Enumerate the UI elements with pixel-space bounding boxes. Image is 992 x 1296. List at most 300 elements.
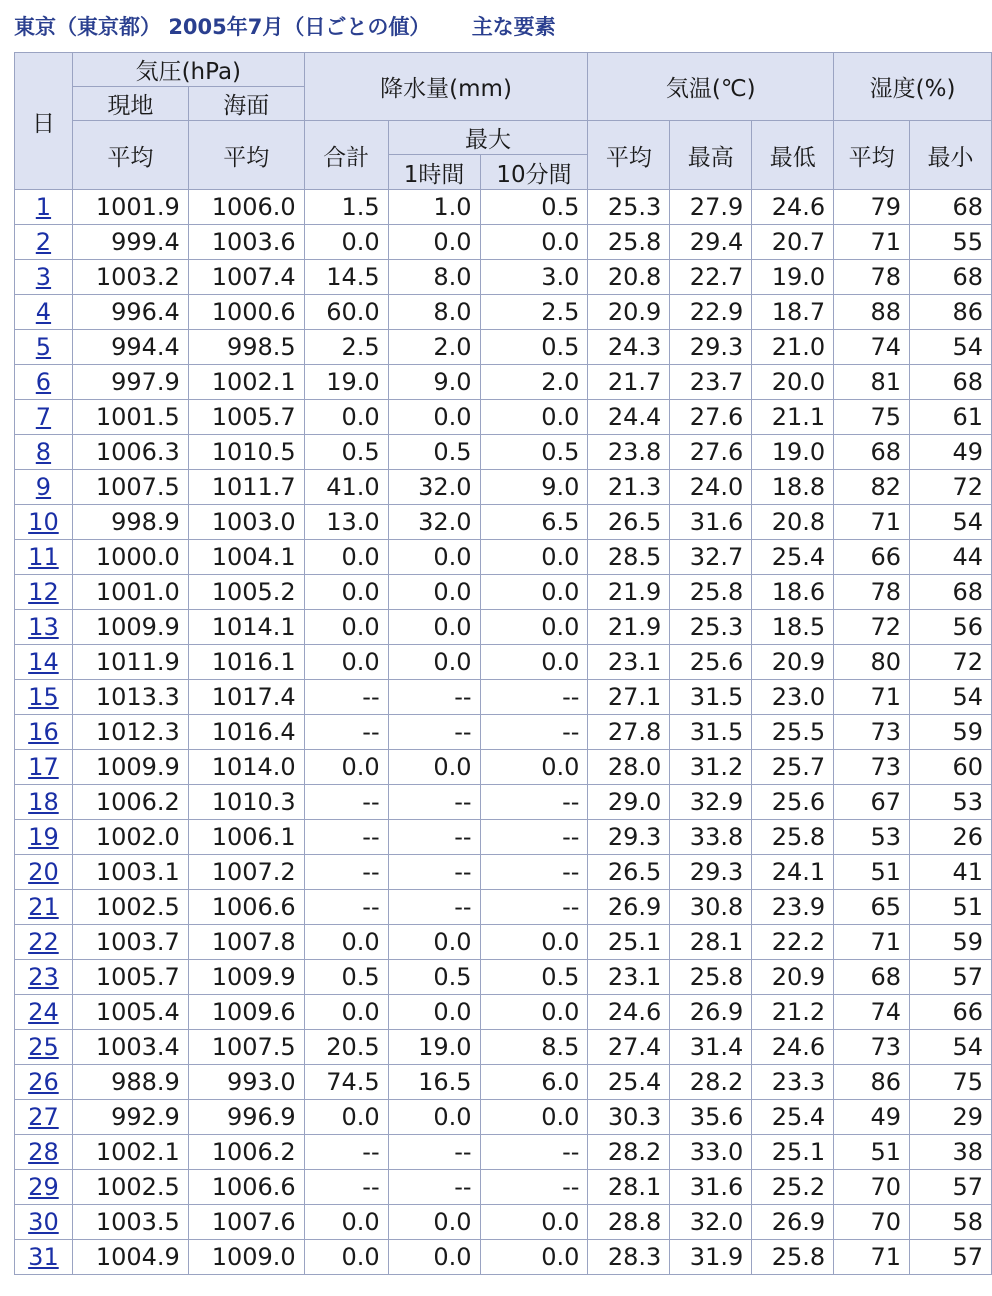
cell-day bbox=[15, 610, 73, 645]
cell-humidity-avg: 78 bbox=[834, 260, 910, 295]
cell-day bbox=[15, 680, 73, 715]
cell-precip-max-1h: 9.0 bbox=[388, 365, 480, 400]
cell-pressure-sea-avg: 1002.1 bbox=[188, 365, 304, 400]
cell-precip-max-10m: 0.0 bbox=[480, 645, 588, 680]
cell-temp-min: 18.6 bbox=[752, 575, 834, 610]
day-link[interactable]: 4 bbox=[35, 298, 52, 326]
cell-pressure-station-avg: 998.9 bbox=[72, 505, 188, 540]
cell-humidity-avg: 66 bbox=[834, 540, 910, 575]
cell-temp-min: 24.6 bbox=[752, 1030, 834, 1065]
cell-temp-avg: 28.8 bbox=[588, 1205, 670, 1240]
cell-precip-max-1h: 19.0 bbox=[388, 1030, 480, 1065]
cell-pressure-sea-avg: 996.9 bbox=[188, 1100, 304, 1135]
cell-precip-max-1h: 32.0 bbox=[388, 470, 480, 505]
cell-precip-total: 0.0 bbox=[304, 750, 388, 785]
cell-day bbox=[15, 890, 73, 925]
table-row bbox=[15, 1030, 992, 1065]
cell-humidity-min: 72 bbox=[910, 470, 992, 505]
cell-temp-avg: 23.8 bbox=[588, 435, 670, 470]
cell-temp-max: 28.2 bbox=[670, 1065, 752, 1100]
cell-humidity-avg: 75 bbox=[834, 400, 910, 435]
cell-humidity-min: 86 bbox=[910, 295, 992, 330]
table-row bbox=[15, 645, 992, 680]
cell-pressure-sea-avg: 998.5 bbox=[188, 330, 304, 365]
cell-temp-avg: 25.1 bbox=[588, 925, 670, 960]
cell-precip-max-1h: 32.0 bbox=[388, 505, 480, 540]
cell-day bbox=[15, 855, 73, 890]
cell-temp-min: 24.1 bbox=[752, 855, 834, 890]
cell-humidity-min: 57 bbox=[910, 1170, 992, 1205]
cell-temp-min: 25.5 bbox=[752, 715, 834, 750]
cell-humidity-min: 68 bbox=[910, 260, 992, 295]
header-pressure-sea-avg: 平均 bbox=[188, 121, 304, 190]
cell-temp-avg: 27.4 bbox=[588, 1030, 670, 1065]
cell-pressure-station-avg: 1001.0 bbox=[72, 575, 188, 610]
cell-day bbox=[15, 1030, 73, 1065]
table-row bbox=[15, 575, 992, 610]
cell-pressure-sea-avg: 1003.0 bbox=[188, 505, 304, 540]
cell-precip-max-10m: 0.0 bbox=[480, 575, 588, 610]
cell-precip-max-10m: 2.5 bbox=[480, 295, 588, 330]
cell-temp-max: 27.6 bbox=[670, 400, 752, 435]
cell-day bbox=[15, 750, 73, 785]
cell-pressure-sea-avg: 993.0 bbox=[188, 1065, 304, 1100]
table-row bbox=[15, 925, 992, 960]
cell-temp-min: 20.8 bbox=[752, 505, 834, 540]
cell-temp-min: 25.7 bbox=[752, 750, 834, 785]
cell-precip-max-10m: -- bbox=[480, 1170, 588, 1205]
cell-day bbox=[15, 365, 73, 400]
cell-pressure-station-avg: 1000.0 bbox=[72, 540, 188, 575]
cell-precip-max-1h: 0.5 bbox=[388, 435, 480, 470]
cell-pressure-station-avg: 1007.5 bbox=[72, 470, 188, 505]
header-day: 日 bbox=[15, 53, 73, 190]
cell-pressure-station-avg: 992.9 bbox=[72, 1100, 188, 1135]
cell-precip-total: 60.0 bbox=[304, 295, 388, 330]
cell-precip-max-10m: 0.5 bbox=[480, 190, 588, 225]
table-row bbox=[15, 435, 992, 470]
day-link[interactable]: 30 bbox=[28, 1208, 59, 1236]
table-row bbox=[15, 1240, 992, 1275]
cell-precip-total: 0.0 bbox=[304, 610, 388, 645]
day-link[interactable]: 25 bbox=[28, 1033, 59, 1061]
day-link[interactable]: 5 bbox=[35, 333, 52, 361]
cell-humidity-avg: 70 bbox=[834, 1170, 910, 1205]
cell-precip-max-1h: 0.0 bbox=[388, 1100, 480, 1135]
cell-temp-avg: 21.9 bbox=[588, 610, 670, 645]
cell-precip-total: 0.0 bbox=[304, 575, 388, 610]
cell-humidity-min: 66 bbox=[910, 995, 992, 1030]
cell-precip-max-1h: -- bbox=[388, 1170, 480, 1205]
cell-day bbox=[15, 330, 73, 365]
cell-temp-avg: 28.1 bbox=[588, 1170, 670, 1205]
cell-precip-max-10m: 0.0 bbox=[480, 400, 588, 435]
cell-humidity-min: 57 bbox=[910, 1240, 992, 1275]
cell-pressure-station-avg: 1006.2 bbox=[72, 785, 188, 820]
day-link[interactable]: 9 bbox=[35, 473, 52, 501]
cell-precip-max-1h: -- bbox=[388, 715, 480, 750]
cell-humidity-avg: 65 bbox=[834, 890, 910, 925]
cell-humidity-min: 29 bbox=[910, 1100, 992, 1135]
cell-precip-max-1h: 0.0 bbox=[388, 750, 480, 785]
table-row bbox=[15, 960, 992, 995]
cell-day bbox=[15, 575, 73, 610]
cell-humidity-min: 53 bbox=[910, 785, 992, 820]
day-link[interactable]: 12 bbox=[28, 578, 59, 606]
table-row bbox=[15, 715, 992, 750]
table-row bbox=[15, 505, 992, 540]
cell-humidity-min: 54 bbox=[910, 1030, 992, 1065]
header-precip-10m: 10分間 bbox=[480, 155, 588, 190]
day-link[interactable]: 15 bbox=[28, 683, 59, 711]
cell-precip-total: -- bbox=[304, 680, 388, 715]
cell-day bbox=[15, 435, 73, 470]
cell-day bbox=[15, 960, 73, 995]
cell-day bbox=[15, 925, 73, 960]
cell-humidity-min: 72 bbox=[910, 645, 992, 680]
cell-temp-min: 18.8 bbox=[752, 470, 834, 505]
cell-temp-max: 31.9 bbox=[670, 1240, 752, 1275]
table-row bbox=[15, 820, 992, 855]
cell-pressure-sea-avg: 1003.6 bbox=[188, 225, 304, 260]
cell-precip-total: 41.0 bbox=[304, 470, 388, 505]
cell-pressure-sea-avg: 1007.5 bbox=[188, 1030, 304, 1065]
cell-day bbox=[15, 995, 73, 1030]
cell-temp-avg: 24.4 bbox=[588, 400, 670, 435]
cell-temp-avg: 21.3 bbox=[588, 470, 670, 505]
cell-humidity-avg: 86 bbox=[834, 1065, 910, 1100]
cell-precip-total: 20.5 bbox=[304, 1030, 388, 1065]
cell-precip-total: -- bbox=[304, 715, 388, 750]
cell-precip-max-1h: -- bbox=[388, 890, 480, 925]
cell-pressure-station-avg: 1005.4 bbox=[72, 995, 188, 1030]
cell-precip-max-10m: -- bbox=[480, 820, 588, 855]
cell-humidity-avg: 74 bbox=[834, 995, 910, 1030]
cell-precip-max-10m: 3.0 bbox=[480, 260, 588, 295]
table-row bbox=[15, 1205, 992, 1240]
cell-temp-avg: 28.2 bbox=[588, 1135, 670, 1170]
cell-pressure-station-avg: 994.4 bbox=[72, 330, 188, 365]
cell-precip-max-1h: 0.0 bbox=[388, 575, 480, 610]
cell-temp-max: 26.9 bbox=[670, 995, 752, 1030]
header-temp-max: 最高 bbox=[670, 121, 752, 190]
cell-pressure-sea-avg: 1005.2 bbox=[188, 575, 304, 610]
day-link[interactable]: 23 bbox=[28, 963, 59, 991]
day-link[interactable]: 1 bbox=[35, 193, 52, 221]
day-link[interactable]: 31 bbox=[28, 1243, 59, 1271]
day-link[interactable]: 20 bbox=[28, 858, 59, 886]
cell-precip-max-1h: 0.0 bbox=[388, 925, 480, 960]
day-link[interactable]: 14 bbox=[28, 648, 59, 676]
cell-temp-avg: 26.5 bbox=[588, 505, 670, 540]
cell-pressure-station-avg: 1003.5 bbox=[72, 1205, 188, 1240]
cell-temp-min: 19.0 bbox=[752, 260, 834, 295]
page-title bbox=[14, 10, 556, 44]
cell-temp-max: 27.6 bbox=[670, 435, 752, 470]
table-row bbox=[15, 610, 992, 645]
cell-pressure-sea-avg: 1007.8 bbox=[188, 925, 304, 960]
table-row bbox=[15, 1170, 992, 1205]
cell-temp-min: 26.9 bbox=[752, 1205, 834, 1240]
cell-precip-max-1h: -- bbox=[388, 785, 480, 820]
cell-precip-total: 0.0 bbox=[304, 540, 388, 575]
header-temp-group: 気温(℃) bbox=[588, 53, 834, 121]
cell-temp-max: 32.9 bbox=[670, 785, 752, 820]
cell-humidity-avg: 72 bbox=[834, 610, 910, 645]
cell-pressure-sea-avg: 1017.4 bbox=[188, 680, 304, 715]
cell-pressure-station-avg: 997.9 bbox=[72, 365, 188, 400]
cell-humidity-min: 68 bbox=[910, 190, 992, 225]
table-row bbox=[15, 1135, 992, 1170]
cell-temp-max: 31.2 bbox=[670, 750, 752, 785]
cell-precip-total: 0.0 bbox=[304, 925, 388, 960]
cell-humidity-avg: 68 bbox=[834, 960, 910, 995]
cell-day bbox=[15, 505, 73, 540]
day-link[interactable]: 6 bbox=[35, 368, 52, 396]
table-row bbox=[15, 680, 992, 715]
cell-temp-avg: 23.1 bbox=[588, 960, 670, 995]
cell-precip-total: 0.0 bbox=[304, 400, 388, 435]
cell-temp-max: 33.0 bbox=[670, 1135, 752, 1170]
cell-day bbox=[15, 295, 73, 330]
cell-pressure-station-avg: 1012.3 bbox=[72, 715, 188, 750]
cell-humidity-min: 60 bbox=[910, 750, 992, 785]
cell-temp-max: 31.6 bbox=[670, 505, 752, 540]
header-pressure-sea: 海面 bbox=[188, 87, 304, 121]
cell-precip-max-10m: -- bbox=[480, 785, 588, 820]
cell-pressure-station-avg: 1001.5 bbox=[72, 400, 188, 435]
cell-temp-max: 32.0 bbox=[670, 1205, 752, 1240]
cell-temp-min: 23.3 bbox=[752, 1065, 834, 1100]
cell-day bbox=[15, 1065, 73, 1100]
cell-humidity-avg: 71 bbox=[834, 925, 910, 960]
day-link[interactable]: 17 bbox=[28, 753, 59, 781]
cell-precip-max-10m: -- bbox=[480, 1135, 588, 1170]
cell-pressure-station-avg: 1002.1 bbox=[72, 1135, 188, 1170]
cell-temp-min: 22.2 bbox=[752, 925, 834, 960]
cell-humidity-avg: 73 bbox=[834, 750, 910, 785]
cell-humidity-avg: 71 bbox=[834, 1240, 910, 1275]
daily-weather-table bbox=[14, 52, 992, 1275]
cell-precip-max-10m: 6.0 bbox=[480, 1065, 588, 1100]
cell-humidity-min: 54 bbox=[910, 505, 992, 540]
cell-precip-max-10m: 0.5 bbox=[480, 330, 588, 365]
cell-temp-avg: 28.5 bbox=[588, 540, 670, 575]
cell-precip-max-10m: 0.0 bbox=[480, 1240, 588, 1275]
cell-precip-max-10m: 0.0 bbox=[480, 995, 588, 1030]
cell-pressure-sea-avg: 1016.1 bbox=[188, 645, 304, 680]
cell-humidity-min: 59 bbox=[910, 715, 992, 750]
cell-precip-total: -- bbox=[304, 855, 388, 890]
cell-precip-max-1h: 0.0 bbox=[388, 645, 480, 680]
table-body bbox=[15, 190, 992, 1275]
cell-day bbox=[15, 1170, 73, 1205]
cell-humidity-avg: 78 bbox=[834, 575, 910, 610]
cell-precip-max-1h: 0.0 bbox=[388, 995, 480, 1030]
cell-humidity-min: 55 bbox=[910, 225, 992, 260]
cell-temp-max: 31.6 bbox=[670, 1170, 752, 1205]
day-link[interactable]: 27 bbox=[28, 1103, 59, 1131]
day-link[interactable]: 7 bbox=[35, 403, 52, 431]
day-link[interactable]: 29 bbox=[28, 1173, 59, 1201]
header-precip-group: 降水量(mm) bbox=[304, 53, 588, 121]
cell-humidity-avg: 53 bbox=[834, 820, 910, 855]
cell-day bbox=[15, 820, 73, 855]
cell-humidity-min: 54 bbox=[910, 680, 992, 715]
cell-pressure-station-avg: 1013.3 bbox=[72, 680, 188, 715]
cell-temp-max: 30.8 bbox=[670, 890, 752, 925]
cell-temp-min: 25.8 bbox=[752, 820, 834, 855]
cell-precip-max-10m: -- bbox=[480, 680, 588, 715]
day-link[interactable]: 24 bbox=[28, 998, 59, 1026]
cell-precip-max-1h: -- bbox=[388, 855, 480, 890]
cell-pressure-sea-avg: 1010.5 bbox=[188, 435, 304, 470]
cell-temp-min: 25.1 bbox=[752, 1135, 834, 1170]
cell-temp-min: 23.0 bbox=[752, 680, 834, 715]
cell-precip-total: 0.0 bbox=[304, 225, 388, 260]
cell-precip-max-1h: 0.0 bbox=[388, 540, 480, 575]
cell-temp-min: 25.4 bbox=[752, 1100, 834, 1135]
table-row bbox=[15, 330, 992, 365]
cell-pressure-sea-avg: 1005.7 bbox=[188, 400, 304, 435]
cell-precip-total: 0.0 bbox=[304, 995, 388, 1030]
table-row bbox=[15, 750, 992, 785]
cell-pressure-sea-avg: 1007.4 bbox=[188, 260, 304, 295]
day-link[interactable]: 19 bbox=[28, 823, 59, 851]
cell-precip-total: 0.0 bbox=[304, 1240, 388, 1275]
cell-temp-max: 22.9 bbox=[670, 295, 752, 330]
cell-humidity-min: 41 bbox=[910, 855, 992, 890]
cell-temp-min: 24.6 bbox=[752, 190, 834, 225]
cell-temp-avg: 21.9 bbox=[588, 575, 670, 610]
cell-temp-avg: 25.4 bbox=[588, 1065, 670, 1100]
day-link[interactable]: 22 bbox=[28, 928, 59, 956]
cell-temp-min: 23.9 bbox=[752, 890, 834, 925]
day-link[interactable]: 13 bbox=[28, 613, 59, 641]
cell-precip-total: -- bbox=[304, 785, 388, 820]
cell-humidity-avg: 71 bbox=[834, 680, 910, 715]
cell-pressure-station-avg: 999.4 bbox=[72, 225, 188, 260]
cell-precip-max-10m: 0.0 bbox=[480, 1100, 588, 1135]
title-subtitle: 主な要素 bbox=[471, 15, 556, 39]
cell-temp-max: 33.8 bbox=[670, 820, 752, 855]
cell-temp-min: 18.7 bbox=[752, 295, 834, 330]
cell-pressure-station-avg: 1003.1 bbox=[72, 855, 188, 890]
cell-precip-max-1h: 16.5 bbox=[388, 1065, 480, 1100]
header-humid-avg: 平均 bbox=[834, 121, 910, 190]
cell-humidity-min: 54 bbox=[910, 330, 992, 365]
cell-pressure-sea-avg: 1009.6 bbox=[188, 995, 304, 1030]
cell-day bbox=[15, 645, 73, 680]
cell-precip-max-10m: 0.0 bbox=[480, 925, 588, 960]
day-link[interactable]: 18 bbox=[28, 788, 59, 816]
cell-humidity-min: 61 bbox=[910, 400, 992, 435]
cell-humidity-avg: 71 bbox=[834, 505, 910, 540]
cell-temp-max: 25.3 bbox=[670, 610, 752, 645]
cell-temp-max: 31.5 bbox=[670, 680, 752, 715]
day-link[interactable]: 10 bbox=[28, 508, 59, 536]
cell-humidity-min: 57 bbox=[910, 960, 992, 995]
cell-temp-avg: 24.3 bbox=[588, 330, 670, 365]
cell-temp-avg: 23.1 bbox=[588, 645, 670, 680]
cell-temp-min: 25.4 bbox=[752, 540, 834, 575]
cell-day bbox=[15, 540, 73, 575]
cell-humidity-avg: 51 bbox=[834, 1135, 910, 1170]
cell-pressure-sea-avg: 1000.6 bbox=[188, 295, 304, 330]
day-link[interactable]: 3 bbox=[35, 263, 52, 291]
cell-temp-avg: 26.5 bbox=[588, 855, 670, 890]
cell-temp-max: 31.4 bbox=[670, 1030, 752, 1065]
day-link[interactable]: 28 bbox=[28, 1138, 59, 1166]
header-pressure-station: 現地 bbox=[72, 87, 188, 121]
day-link[interactable]: 8 bbox=[35, 438, 52, 466]
title-period: 2005年7月（日ごとの値） bbox=[168, 15, 431, 39]
cell-pressure-station-avg: 1004.9 bbox=[72, 1240, 188, 1275]
header-temp-min: 最低 bbox=[752, 121, 834, 190]
cell-temp-max: 25.8 bbox=[670, 960, 752, 995]
cell-precip-max-10m: 0.0 bbox=[480, 225, 588, 260]
cell-pressure-sea-avg: 1006.0 bbox=[188, 190, 304, 225]
cell-precip-total: 74.5 bbox=[304, 1065, 388, 1100]
cell-temp-min: 20.9 bbox=[752, 960, 834, 995]
day-link[interactable]: 16 bbox=[28, 718, 59, 746]
cell-pressure-sea-avg: 1009.0 bbox=[188, 1240, 304, 1275]
cell-pressure-sea-avg: 1007.6 bbox=[188, 1205, 304, 1240]
cell-temp-max: 35.6 bbox=[670, 1100, 752, 1135]
table-row bbox=[15, 855, 992, 890]
cell-day bbox=[15, 1240, 73, 1275]
day-link[interactable]: 2 bbox=[35, 228, 52, 256]
cell-temp-min: 20.7 bbox=[752, 225, 834, 260]
cell-pressure-station-avg: 1003.7 bbox=[72, 925, 188, 960]
day-link[interactable]: 26 bbox=[28, 1068, 59, 1096]
cell-temp-min: 21.2 bbox=[752, 995, 834, 1030]
cell-humidity-min: 49 bbox=[910, 435, 992, 470]
cell-precip-max-1h: 0.5 bbox=[388, 960, 480, 995]
cell-pressure-sea-avg: 1011.7 bbox=[188, 470, 304, 505]
cell-pressure-sea-avg: 1006.1 bbox=[188, 820, 304, 855]
cell-temp-max: 25.8 bbox=[670, 575, 752, 610]
cell-temp-avg: 27.8 bbox=[588, 715, 670, 750]
day-link[interactable]: 21 bbox=[28, 893, 59, 921]
cell-precip-max-10m: 0.0 bbox=[480, 750, 588, 785]
cell-pressure-sea-avg: 1009.9 bbox=[188, 960, 304, 995]
cell-day bbox=[15, 400, 73, 435]
cell-humidity-avg: 81 bbox=[834, 365, 910, 400]
cell-humidity-avg: 73 bbox=[834, 715, 910, 750]
day-link[interactable]: 11 bbox=[28, 543, 59, 571]
cell-humidity-avg: 74 bbox=[834, 330, 910, 365]
cell-temp-min: 21.0 bbox=[752, 330, 834, 365]
cell-pressure-station-avg: 1011.9 bbox=[72, 645, 188, 680]
cell-pressure-station-avg: 1001.9 bbox=[72, 190, 188, 225]
cell-humidity-min: 68 bbox=[910, 575, 992, 610]
cell-humidity-min: 44 bbox=[910, 540, 992, 575]
cell-temp-avg: 26.9 bbox=[588, 890, 670, 925]
header-humid-group: 湿度(%) bbox=[834, 53, 992, 121]
table-row bbox=[15, 1065, 992, 1100]
cell-precip-total: 2.5 bbox=[304, 330, 388, 365]
table-row bbox=[15, 890, 992, 925]
table-row bbox=[15, 995, 992, 1030]
cell-pressure-sea-avg: 1007.2 bbox=[188, 855, 304, 890]
cell-pressure-station-avg: 1003.2 bbox=[72, 260, 188, 295]
header-temp-avg: 平均 bbox=[588, 121, 670, 190]
cell-precip-max-1h: 0.0 bbox=[388, 1240, 480, 1275]
cell-humidity-min: 56 bbox=[910, 610, 992, 645]
cell-pressure-station-avg: 1003.4 bbox=[72, 1030, 188, 1065]
cell-temp-avg: 25.8 bbox=[588, 225, 670, 260]
